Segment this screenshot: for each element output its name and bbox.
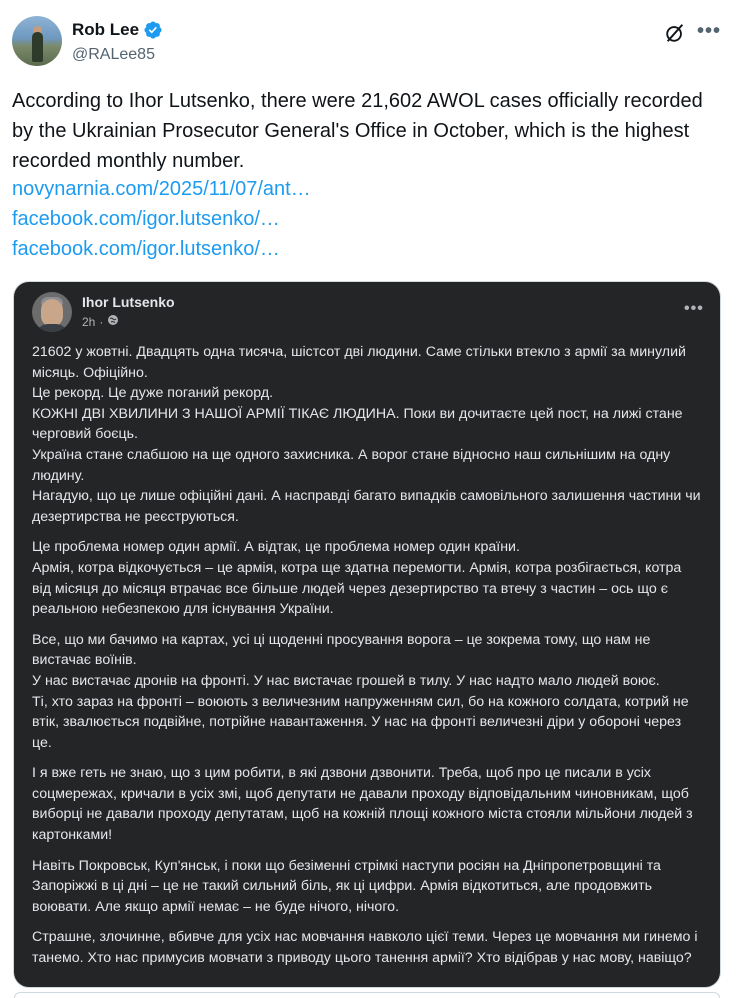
fb-line: І я вже геть не знаю, що з цим робити, в які дзвони дзвонити. Треба, щоб про це писали в усіх соцмережах, кричали в усіх змі, щоб депутати не давали проходу відповідальним чиновникам, щоб виборці не давали проходу депутатам, щоб на кожній площі кожного міста стояли мільйони людей з картонками! <box>32 765 693 844</box>
fb-author-name: Ihor Lutsenko <box>82 294 175 310</box>
globe-icon <box>107 314 119 329</box>
fb-more-icon: ••• <box>684 300 704 317</box>
fb-post-header <box>32 292 702 342</box>
verified-badge-icon <box>143 20 163 40</box>
link-novynarnia[interactable]: novynarnia.com/2025/11/07/ant… <box>12 178 311 200</box>
fb-paragraph <box>32 763 704 845</box>
fb-line: Навіть Покровськ, Куп'янськ, і поки що безіменні стрімкі наступи росіян на Дніпропетровщині та Запоріжжі в ці дні – це не такий сильний біль, як ці цифри. Армія відкотиться, але продовжить воювати. Але якщо армії немає – не буде нічого, нічого. <box>32 857 661 915</box>
fb-line: У нас вистачає дронів на фронті. У нас вистачає грошей в тилу. У нас надто мало людей воює. <box>32 672 660 689</box>
tweet-header <box>12 14 725 70</box>
fb-post-time: 2h <box>82 314 96 329</box>
fb-post-body <box>32 342 704 979</box>
fb-line: Страшне, злочинне, вбивче для усіх нас мовчання навколо цієї теми. Через це мовчання ми гинемо і танемо. Хто нас примусив мовчати з приводу цього танення армії? Хто відібрав у нас мову, навіщо? <box>32 929 698 967</box>
fb-paragraph <box>32 927 704 968</box>
fb-line: Ті, хто зараз на фронті – воюють з величезним напруженням сил, бо на кожного солдата, котрий не втік, звалюється подвійне, потрійне навантаження. У нас на фронті величезні діри у обороні через це. <box>32 693 689 751</box>
fb-line: Україна стане слабшою на ще одного захисника. А ворог стане відносно наш сильнішим на одну людину. <box>32 446 671 484</box>
link-facebook-1[interactable]: facebook.com/igor.lutsenko/… <box>12 208 280 230</box>
author-name-row <box>72 20 163 40</box>
author-name[interactable]: Rob Lee <box>72 20 140 39</box>
fb-line: Все, що ми бачимо на картах, усі ці щоденні просування ворога – це зокрема тому, що нам не вистачає воїнів. <box>32 631 651 669</box>
fb-line: Армія, котра відкочується – це армія, котра ще здатна перемогти. Армія, котра розбігається, котра від місяця до місяця втрачає все більше людей через дезертирство та втечу з частин – ось що є реальною небезпекою для існування України. <box>32 559 682 618</box>
fb-paragraph <box>32 856 704 918</box>
grok-icon[interactable] <box>664 22 686 49</box>
author-avatar[interactable] <box>12 16 62 66</box>
tweet-text: According to Ihor Lutsenko, there were 21,602 AWOL cases officially recorded by the Ukrainian Prosecutor General's Office in October, which is the highest recorded monthly number. <box>12 90 703 172</box>
next-card-edge <box>14 992 720 998</box>
link-facebook-2[interactable]: facebook.com/igor.lutsenko/… <box>12 238 280 260</box>
fb-line: Нагадую, що це лише офіційні дані. А насправді багато випадків самовільного залишення частини чи дезертирства не реєструються. <box>32 488 701 525</box>
attached-image[interactable] <box>13 281 721 988</box>
fb-line: Це рекорд. Це дуже поганий рекорд. <box>32 385 274 402</box>
fb-author-avatar <box>32 292 72 332</box>
fb-line: КОЖНІ ДВІ ХВИЛИНИ З НАШОЇ АРМІЇ ТІКАЄ ЛЮДИНА. Поки ви дочитаєте цей пост, на лижі стане черговий боєць. <box>32 405 683 443</box>
fb-paragraph <box>32 342 704 527</box>
fb-line: Це проблема номер один армії. А відтак, це проблема номер один країни. <box>32 539 520 556</box>
author-handle[interactable]: @RALee85 <box>72 46 155 63</box>
more-icon[interactable]: ••• <box>697 20 722 42</box>
tweet-links <box>12 174 311 264</box>
fb-paragraph <box>32 537 704 619</box>
fb-line: 21602 у жовтні. Двадцять одна тисяча, шістсот дві людини. Саме стільки втекло з армії за минулий місяць. Офіційно. <box>32 344 686 381</box>
fb-paragraph <box>32 630 704 754</box>
fb-post-meta: 2h · <box>82 314 119 329</box>
